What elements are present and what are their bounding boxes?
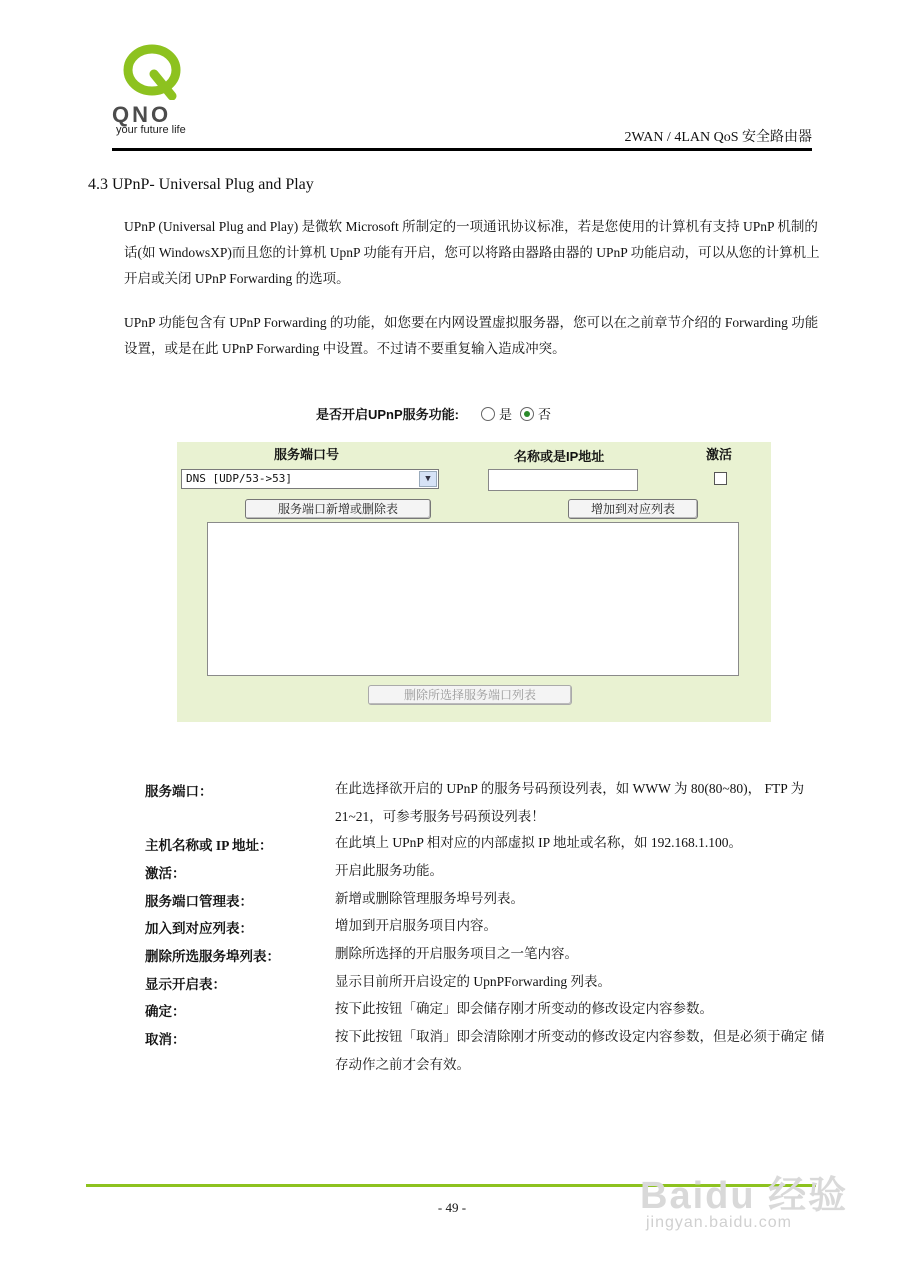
service-port-select[interactable] — [181, 469, 439, 489]
radio-yes[interactable] — [481, 407, 495, 421]
desc-confirm: 按下此按钮「确定」即会储存刚才所变动的修改设定内容参数。 — [335, 1001, 713, 1016]
baidu-watermark: Baidu 经验 — [640, 1175, 849, 1217]
forwarding-listbox[interactable] — [207, 522, 739, 676]
section-title: 4.3 UPnP- Universal Plug and Play — [88, 176, 314, 193]
manage-service-button[interactable]: 服务端口新增或删除表 — [245, 499, 431, 519]
qno-logo-icon — [122, 44, 182, 100]
term-add-to-list: 加入到对应列表： — [145, 921, 253, 936]
upnp-enable-row — [316, 404, 551, 423]
term-confirm: 确定： — [145, 1004, 186, 1019]
paragraph-1: UPnP (Universal Plug and Play) 是微软 Microsoft 所制定的一项通讯协议标准，若是您使用的计算机有支持 UPnP 机制的话(如 WindowsXP)而且您的计算机 UpnP 功能有开启，您可以将路由器路由器的 UPnP 功能启动，可以从您的计算机上开启或关闭 UPnP Forwarding 的选项。 — [124, 219, 820, 286]
header-divider — [112, 148, 812, 151]
service-port-select-value: DNS [UDP/53->53] — [186, 472, 292, 485]
term-service-manage: 服务端口管理表： — [145, 894, 253, 909]
desc-cancel: 按下此按钮「取消」即会清除刚才所变动的修改设定内容参数，但是必须于确定 储存动作之前才会有效。 — [335, 1029, 825, 1072]
chevron-down-icon[interactable]: ▼ — [419, 471, 437, 487]
paragraph-2: UPnP 功能包含有 UPnP Forwarding 的功能，如您要在内网设置虚拟服务器，您可以在之前章节介绍的 Forwarding 功能设置，或是在此 UPnP Forwarding 中设置。不过请不要重复输入造成冲突。 — [124, 315, 819, 356]
desc-host-ip: 在此填上 UPnP 相对应的内部虚拟 IP 地址或名称，如 192.168.1.100。 — [335, 835, 743, 850]
enable-checkbox[interactable] — [714, 472, 727, 485]
logo-tagline: your future life — [116, 124, 186, 136]
col-service-port: 服务端口号 — [274, 447, 340, 462]
desc-delete-selected: 删除所选择的开启服务项目之一笔内容。 — [335, 946, 578, 961]
desc-service-port: 在此选择欲开启的 UPnP 的服务号码预设列表，如 WWW 为 80(80~80)， FTP 为 21~21，可参考服务号码预设列表！ — [335, 781, 805, 824]
desc-service-manage: 新增或删除管理服务埠号列表。 — [335, 891, 524, 906]
delete-selected-button[interactable]: 删除所选择服务端口列表 — [368, 685, 572, 705]
page-number: - 49 - — [437, 1200, 467, 1215]
radio-yes-label: 是 — [499, 407, 513, 422]
term-service-port: 服务端口： — [145, 784, 213, 799]
product-name: 2WAN / 4LAN QoS 安全路由器 — [624, 130, 812, 145]
term-host-ip: 主机名称或 IP 地址： — [145, 838, 273, 853]
term-cancel: 取消： — [145, 1032, 186, 1047]
radio-no-label: 否 — [538, 407, 552, 422]
radio-no[interactable] — [520, 407, 534, 421]
desc-add-to-list: 增加到开启服务项目内容。 — [335, 918, 497, 933]
name-ip-input[interactable] — [488, 469, 638, 491]
term-enable: 激活： — [145, 866, 186, 881]
term-show-table: 显示开启表： — [145, 977, 226, 992]
upnp-enable-label: 是否开启UPnP服务功能: — [316, 407, 460, 422]
desc-show-table: 显示目前所开启设定的 UpnPForwarding 列表。 — [335, 974, 611, 989]
baidu-watermark-url: jingyan.baidu.com — [646, 1214, 792, 1231]
desc-enable: 开启此服务功能。 — [335, 863, 443, 878]
col-name-ip: 名称或是IP地址 — [514, 449, 605, 464]
logo-wordmark: QNO — [112, 102, 172, 127]
term-delete-selected: 删除所选服务埠列表： — [145, 949, 280, 964]
add-to-list-button[interactable]: 增加到对应列表 — [568, 499, 698, 519]
col-enable: 激活 — [706, 447, 733, 462]
